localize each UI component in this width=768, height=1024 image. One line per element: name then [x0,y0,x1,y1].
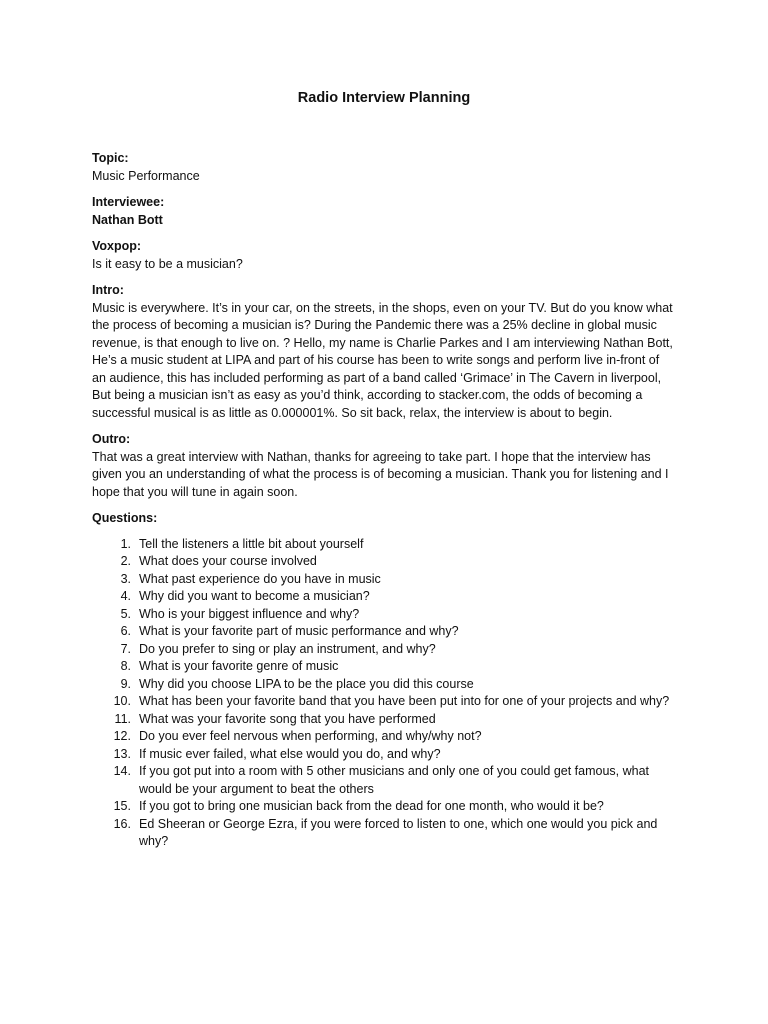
question-text: Do you prefer to sing or play an instrument, and why? [139,641,436,656]
question-text: What has been your favorite band that you have been put into for one of your projects and why? [139,694,670,708]
interviewee-section [92,194,676,229]
outro-text: That was a great interview with Nathan, thanks for agreeing to take part. I hope that the interview has given you an understanding of what the process is of becoming a musician. Thank you for listening and I hope that you will tune in again soon. [92,449,669,499]
question-number: 7. [120,641,131,656]
question-text: What past experience do you have in music [139,571,381,586]
question-number: 8. [120,659,131,673]
interviewee-label: Interviewee: [92,195,165,209]
question-number: 6. [120,624,131,638]
questions-section [92,510,676,851]
questions-label: Questions: [92,511,158,525]
intro-label: Intro: [92,283,124,297]
question-item [92,658,676,676]
outro-label: Outro: [92,432,131,446]
question-number: 9. [120,676,131,691]
question-text: Ed Sheeran or George Ezra, if you were forced to listen to one, which one would you pick and why? [139,816,658,848]
topic-section [92,150,676,185]
question-item [92,606,676,624]
topic-value: Music Performance [92,168,200,183]
voxpop-label: Voxpop: [92,239,142,253]
question-number: 5. [120,606,131,621]
question-number: 3. [120,571,131,586]
question-item [92,588,676,606]
intro-text: Music is everywhere. It’s in your car, on the streets, in the shops, even on your TV. But do you know what the process of becoming a musician is? During the Pandemic there was a 25% decline in global music revenue, is that enough to live on. ? Hello, my name is Charlie Parkes and I am interviewing Nathan Bott, He’s a music student at LIPA and part of his course has been to write songs and perform live in-front of an audience, this has included performing as part of a band called ‘Grimace’ in The Cavern in liverpool, But being a musician isn’t as easy as you’d think, according to stacker.com, the odds of becoming a successful musical is as little as 0.000001%. So sit back, relax, the interview is about to begin. [92,300,673,420]
question-item [92,571,676,589]
question-item [92,623,676,641]
question-item [92,536,676,554]
question-text: If you got put into a room with 5 other musicians and only one of you could get famous, what would be your argument to beat the others [139,764,650,796]
question-text: What is your favorite genre of music [139,659,339,673]
question-number: 16. [113,816,131,831]
question-item [92,746,676,764]
outro-section [92,431,676,501]
questions-list [92,536,676,851]
question-item [92,763,676,798]
question-text: Why did you choose LIPA to be the place you did this course [139,676,474,691]
voxpop-section [92,238,676,273]
question-text: Why did you want to become a musician? [139,589,370,603]
question-text: Who is your biggest influence and why? [139,606,360,621]
question-item [92,816,676,851]
question-item [92,676,676,694]
question-text: What is your favorite part of music performance and why? [139,624,459,638]
topic-label: Topic: [92,151,129,165]
question-number: 10. [113,694,131,708]
interviewee-value: Nathan Bott [92,212,163,227]
question-text: If music ever failed, what else would you do, and why? [139,746,441,761]
voxpop-value: Is it easy to be a musician? [92,256,243,271]
question-item [92,728,676,746]
question-item [92,693,676,711]
question-text: Do you ever feel nervous when performing, and why/why not? [139,729,482,743]
question-number: 2. [120,554,131,568]
document-title: Radio Interview Planning [297,90,471,106]
question-number: 11. [114,711,131,726]
question-number: 1. [120,536,131,551]
question-number: 15. [113,799,131,813]
question-text: Tell the listeners a little bit about yourself [139,536,364,551]
intro-section [92,282,676,422]
question-number: 12. [113,729,131,743]
question-text: What does your course involved [139,554,317,568]
question-text: If you got to bring one musician back from the dead for one month, who would it be? [139,799,604,813]
question-number: 4. [120,589,131,603]
question-number: 14. [113,764,131,778]
question-text: What was your favorite song that you have performed [139,711,436,726]
question-item [92,711,676,729]
question-item [92,641,676,659]
question-item [92,798,676,816]
question-item [92,553,676,571]
question-number: 13. [113,746,131,761]
